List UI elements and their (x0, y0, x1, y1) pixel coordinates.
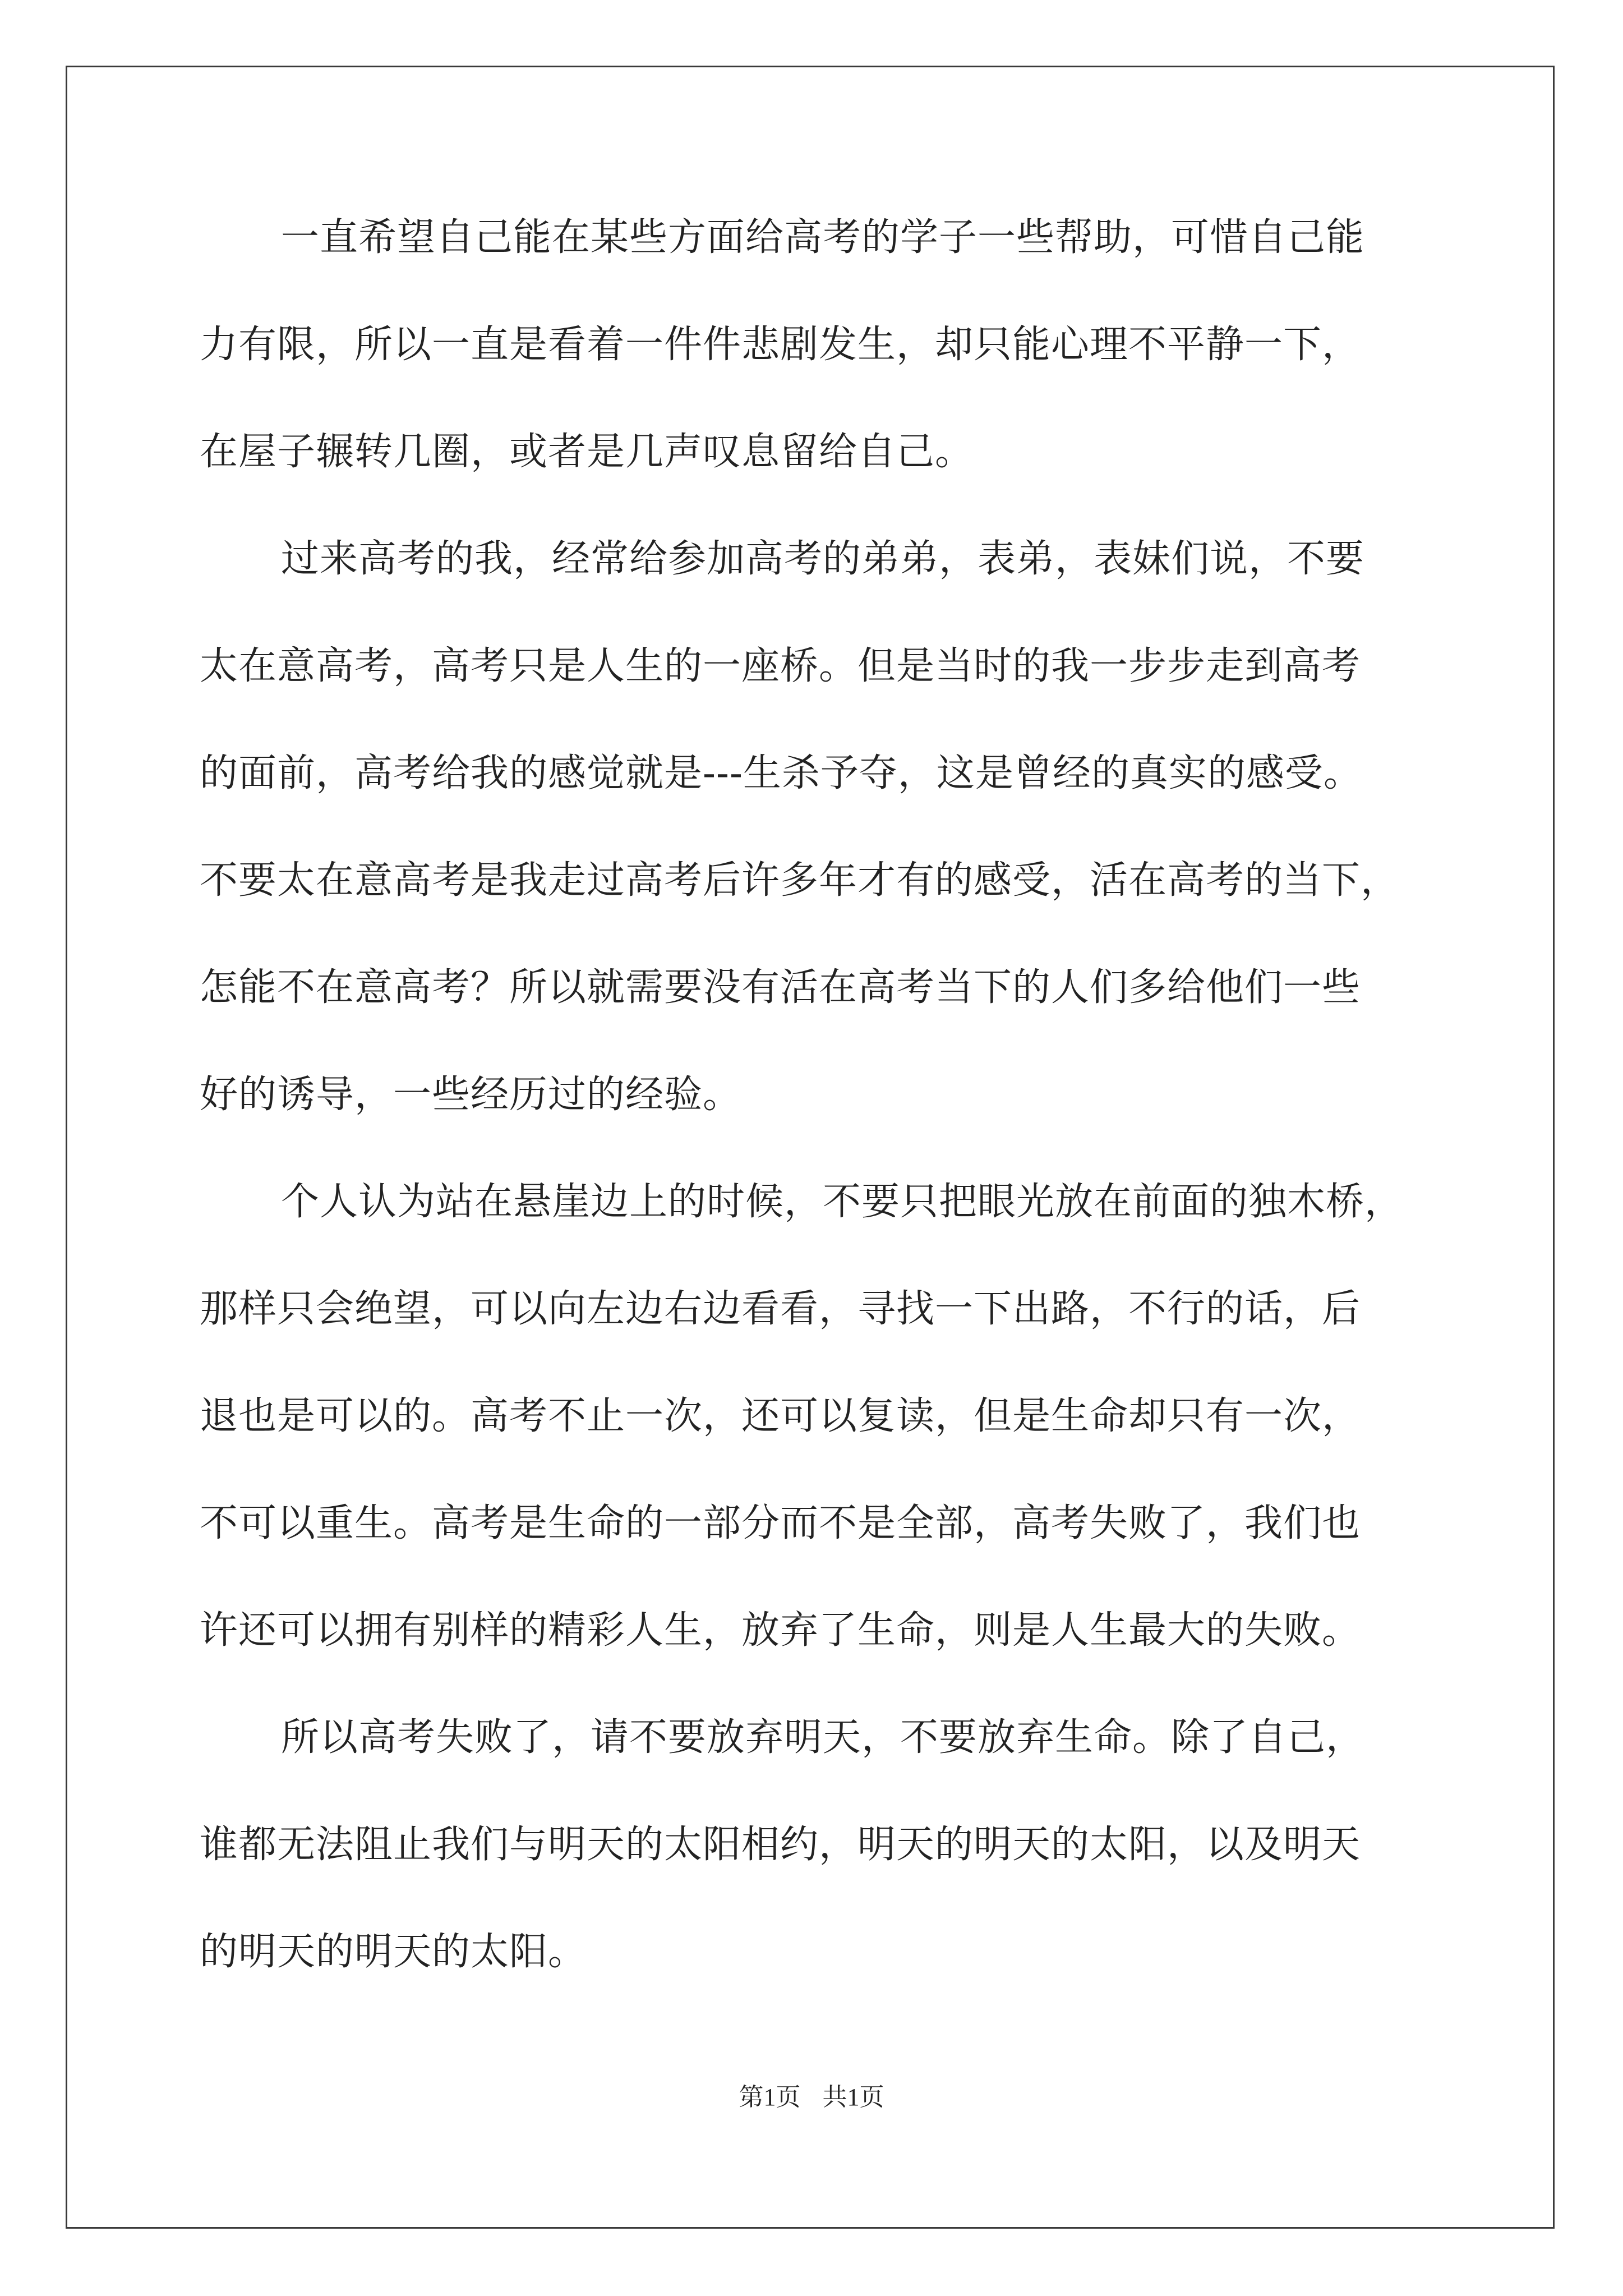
page-number-total: 共1页 (822, 2083, 884, 2111)
text-line: 许还可以拥有别样的精彩人生，放弃了生命，则是人生最大的失败。 (200, 1608, 1361, 1653)
page-footer (0, 2077, 1623, 2113)
text-line: 力有限，所以一直是看着一件件悲剧发生，却只能心理不平静一下， (200, 323, 1361, 367)
text-line: 在屋子辗转几圈，或者是几声叹息留给自己。 (200, 430, 974, 474)
text-line: 退也是可以的。高考不止一次，还可以复读，但是生命却只有一次， (200, 1394, 1361, 1438)
text-line: 不要太在意高考是我走过高考后许多年才有的感受，活在高考的当下， (200, 858, 1400, 903)
text-line: 的面前，高考给我的感觉就是---生杀予夺，这是曾经的真实的感受。 (200, 751, 1362, 795)
text-line: 一直希望自己能在某些方面给高考的学子一些帮助，可惜自己能 (281, 215, 1365, 260)
text-line: 好的诱导，一些经历过的经验。 (200, 1073, 742, 1117)
text-line: 谁都无法阻止我们与明天的太阳相约，明天的明天的太阳，以及明天 (200, 1823, 1361, 1867)
page-number-current: 第1页 (739, 2083, 801, 2111)
document-body (200, 215, 1439, 2039)
text-line: 所以高考失败了，请不要放弃明天，不要放弃生命。除了自己， (281, 1715, 1365, 1760)
text-line: 个人认为站在悬崖边上的时候，不要只把眼光放在前面的独木桥， (281, 1180, 1404, 1224)
text-line: 怎能不在意高考？所以就需要没有活在高考当下的人们多给他们一些 (200, 965, 1361, 1010)
text-line: 太在意高考，高考只是人生的一座桥。但是当时的我一步步走到高考 (200, 644, 1361, 688)
text-line: 不可以重生。高考是生命的一部分而不是全部，高考失败了，我们也 (200, 1501, 1361, 1545)
text-line: 过来高考的我，经常给参加高考的弟弟，表弟，表妹们说，不要 (281, 537, 1365, 581)
text-line: 那样只会绝望，可以向左边右边看看，寻找一下出路，不行的话，后 (200, 1287, 1361, 1331)
text-line: 的明天的明天的太阳。 (200, 1930, 587, 1974)
